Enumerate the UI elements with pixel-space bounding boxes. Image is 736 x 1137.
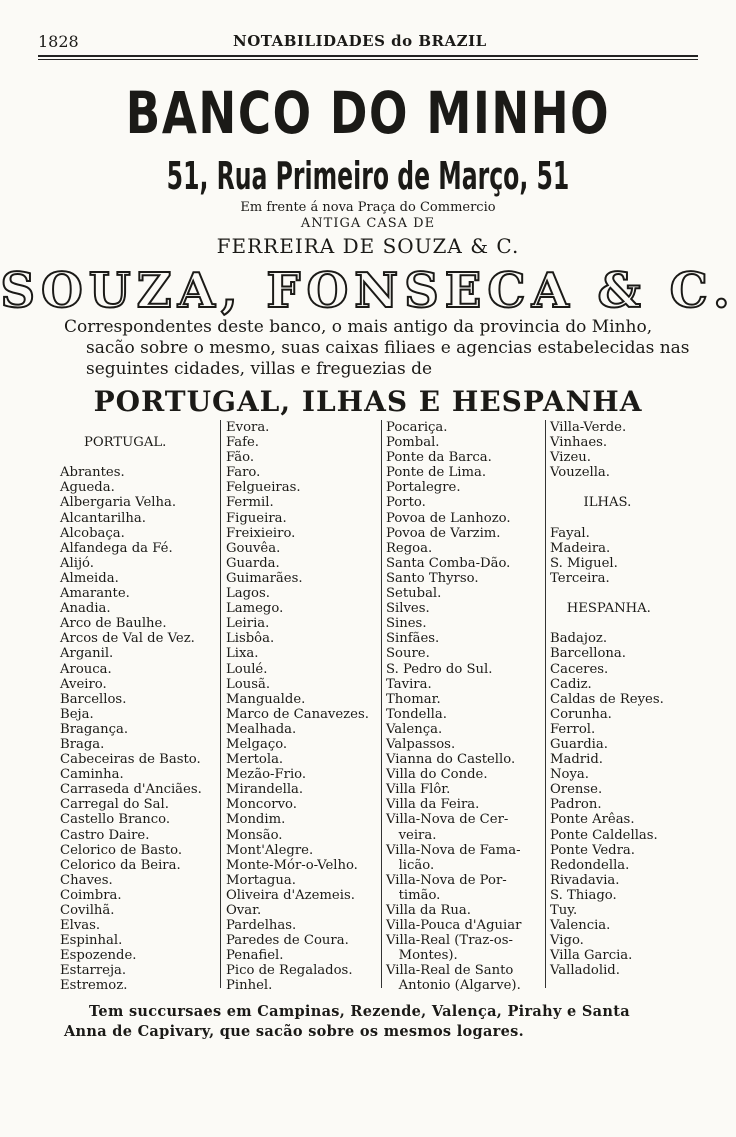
list-item: Almeida. — [60, 570, 119, 586]
list-item: Caceres. — [550, 661, 609, 677]
list-item: Leiria. — [226, 616, 270, 632]
paragraph-line-3: seguintes cidades, villas e freguezias de — [86, 359, 433, 379]
list-item: Pardelhas. — [226, 918, 297, 934]
list-item: Ponte de Lima. — [386, 465, 487, 481]
list-item: Ponte Vedra. — [550, 842, 635, 858]
list-item: Villa Flôr. — [386, 782, 451, 798]
footer-line-2: Anna de Capivary, que sacão sobre os mesmos logares. — [64, 1023, 524, 1040]
list-item: S. Thiago. — [550, 887, 617, 903]
list-item: Thomar. — [386, 691, 441, 707]
list-item: Figueira. — [226, 510, 287, 526]
list-item: Guimarães. — [226, 570, 303, 586]
bank-name: BANCO DO MINHO — [125, 79, 611, 147]
list-item: Ponte Arêas. — [550, 812, 635, 828]
list-item: Villa do Conde. — [386, 767, 488, 783]
list-item: Chaves. — [60, 872, 113, 888]
list-item: Agueda. — [60, 480, 115, 496]
header-rule — [38, 55, 698, 57]
list-item: Mealhada. — [226, 721, 297, 737]
list-item: Padron. — [550, 797, 602, 813]
list-item: Fayal. — [550, 525, 590, 541]
list-item — [60, 420, 218, 435]
list-item: Tavira. — [386, 676, 432, 692]
list-item: Valpassos. — [386, 736, 456, 752]
list-item: Paredes de Coura. — [226, 933, 349, 949]
list-item: HESPANHA. — [550, 601, 651, 617]
list-item: Cabeceiras de Basto. — [60, 752, 201, 768]
list-item: Fermil. — [226, 495, 274, 511]
list-item: Lisbôa. — [226, 631, 275, 647]
list-item: Arco de Baulhe. — [60, 616, 167, 632]
list-item: Villa-Real (Traz-os- — [386, 933, 513, 949]
list-item: Celorico de Basto. — [60, 842, 183, 858]
list-item: Pocariça. — [386, 420, 448, 435]
list-item: Lamego. — [226, 601, 284, 617]
column-divider — [545, 420, 546, 988]
list-item: Valença. — [386, 721, 443, 737]
column-portugal-3 — [386, 420, 544, 994]
list-item: Tuy. — [550, 903, 578, 918]
list-item: Villa da Feira. — [386, 797, 480, 813]
list-item: Fão. — [226, 450, 255, 466]
list-item: Penafiel. — [226, 948, 284, 964]
list-item: Mezão-Frio. — [226, 767, 307, 783]
list-item: S. Pedro do Sul. — [386, 661, 493, 677]
list-item: Mangualde. — [226, 691, 306, 707]
list-item: Estremoz. — [60, 978, 128, 994]
list-item: Tondella. — [386, 706, 447, 722]
list-item: Castello Branco. — [60, 812, 171, 828]
list-item: Soure. — [386, 646, 430, 662]
list-item: Povoa de Varzim. — [386, 525, 501, 541]
list-item: Felgueiras. — [226, 480, 301, 496]
list-item: Povoa de Lanhozo. — [386, 510, 511, 526]
list-item: Alfandega da Fé. — [60, 540, 173, 556]
list-item: Caldas de Reyes. — [550, 691, 664, 707]
list-item: Noya. — [550, 767, 589, 783]
list-item: veira. — [386, 827, 437, 843]
list-item: Setubal. — [386, 586, 442, 602]
list-item: Moncorvo. — [226, 797, 297, 813]
list-item: Barcellos. — [60, 691, 127, 707]
list-item: Bragança. — [60, 721, 129, 737]
list-item: Silves. — [386, 601, 430, 617]
list-item: Terceira. — [550, 570, 610, 586]
list-item: Alcobaça. — [60, 525, 125, 541]
list-item: Madrid. — [550, 752, 603, 768]
list-item: Melgaço. — [226, 736, 288, 752]
list-item: Monte-Mór-o-Velho. — [226, 857, 358, 873]
list-item: Aveiro. — [60, 676, 107, 692]
list-item: Alijó. — [60, 555, 94, 571]
list-item: Valencia. — [550, 918, 611, 934]
list-item: Porto. — [386, 495, 426, 511]
page-number: 1828 — [38, 32, 79, 51]
list-item: PORTUGAL. — [84, 435, 167, 451]
antiga-casa: ANTIGA CASA DE — [300, 216, 436, 231]
address-note: Em frente á nova Praça do Commercio — [240, 200, 496, 215]
list-item: Abrantes. — [60, 465, 125, 481]
list-item: Villa-Pouca d'Aguiar — [386, 918, 522, 934]
list-item: Orense. — [550, 782, 603, 798]
intro-paragraph — [64, 317, 704, 380]
list-item: Arganil. — [60, 646, 114, 662]
list-item — [550, 511, 710, 526]
list-item: Villa-Nova de Cer- — [386, 812, 509, 828]
list-item: Rivadavia. — [550, 872, 620, 888]
footer-line-1: Tem succursaes em Campinas, Rezende, Valença, Pirahy e Santa — [89, 1003, 630, 1020]
paragraph-line-1: Correspondentes deste banco, o mais antigo da provincia do Minho, — [64, 317, 653, 337]
list-item: Gouvêa. — [226, 540, 281, 556]
list-item: Villa-Real de Santo — [386, 963, 514, 979]
list-item: Faro. — [226, 465, 261, 481]
list-item: Fafe. — [226, 435, 259, 451]
list-item: Ponte da Barca. — [386, 450, 492, 466]
list-item: Mont'Alegre. — [226, 842, 314, 858]
list-item: Corunha. — [550, 706, 612, 722]
list-item: Guarda. — [226, 555, 280, 571]
list-item: Villa da Rua. — [386, 903, 471, 918]
list-item: Espozende. — [60, 948, 137, 964]
column-portugal-1 — [60, 420, 218, 994]
header-rule-thin — [38, 59, 698, 60]
list-item: Ovar. — [226, 903, 262, 918]
list-item: Monsão. — [226, 827, 283, 843]
list-item: Amarante. — [60, 586, 130, 602]
page-header — [38, 30, 698, 54]
list-item: Guardia. — [550, 736, 608, 752]
list-item: Arcos de Val de Vez. — [60, 631, 195, 647]
list-item: Vinhaes. — [550, 435, 608, 451]
column-ilhas-hespanha — [550, 420, 710, 978]
list-item: Montes). — [386, 948, 458, 964]
list-item: Espinhal. — [60, 933, 123, 949]
list-item: Vigo. — [550, 933, 584, 949]
list-item — [550, 586, 710, 601]
list-item: Carraseda d'Anciães. — [60, 782, 202, 798]
list-item: Villa-Verde. — [550, 420, 627, 435]
list-item: Villa-Nova de Por- — [386, 872, 507, 888]
ferreira-de-souza: FERREIRA DE SOUZA & C. — [216, 234, 520, 258]
column-divider — [220, 420, 221, 988]
list-item: Beja. — [60, 706, 94, 722]
list-item: Antonio (Algarve). — [386, 978, 521, 994]
list-item: Estarreja. — [60, 963, 127, 979]
list-item: S. Miguel. — [550, 555, 618, 571]
list-item: Vianna do Castello. — [386, 752, 516, 768]
list-item: Santa Comba-Dão. — [386, 555, 511, 571]
list-item: licão. — [386, 857, 435, 873]
list-item: Ferrol. — [550, 721, 596, 737]
list-item — [60, 450, 218, 465]
list-item: Mortagua. — [226, 872, 296, 888]
list-item: Anadia. — [60, 601, 111, 617]
list-item: Albergaria Velha. — [60, 495, 177, 511]
souza-fonseca-title: SOUZA, FONSECA & C. — [0, 263, 736, 319]
running-title: NOTABILIDADES do BRAZIL — [233, 32, 487, 50]
list-item: Cadiz. — [550, 676, 592, 692]
list-item: Celorico da Beira. — [60, 857, 181, 873]
list-item: Loulé. — [226, 661, 268, 677]
list-item: Covilhã. — [60, 903, 115, 918]
list-item: Caminha. — [60, 767, 124, 783]
list-item: Mirandella. — [226, 782, 304, 798]
regions-title: PORTUGAL, ILHAS E HESPANHA — [93, 385, 643, 418]
list-item: Castro Daire. — [60, 827, 150, 843]
bank-address: 51, Rua Primeiro de Março, 51 — [166, 154, 570, 198]
list-item: Sines. — [386, 616, 427, 632]
list-item: ILHAS. — [550, 495, 632, 511]
list-item: Coimbra. — [60, 887, 122, 903]
list-item: Pombal. — [386, 435, 440, 451]
list-item: Pico de Regalados. — [226, 963, 353, 979]
list-item: Santo Thyrso. — [386, 570, 479, 586]
list-item: Mertola. — [226, 752, 284, 768]
list-item: Alcantarilha. — [60, 510, 146, 526]
list-item — [550, 480, 710, 495]
list-item: Arouca. — [60, 661, 112, 677]
list-item: Vouzella. — [550, 465, 610, 481]
list-item: Braga. — [60, 736, 105, 752]
list-item: Pinhel. — [226, 978, 273, 994]
list-item: Carregal do Sal. — [60, 797, 169, 813]
list-item: Mondim. — [226, 812, 286, 828]
list-item: Freixieiro. — [226, 525, 296, 541]
list-item: Sinfães. — [386, 631, 440, 647]
list-item: Madeira. — [550, 540, 611, 556]
list-item: Evora. — [226, 420, 270, 435]
list-item: Lousã. — [226, 676, 271, 692]
list-item: Lixa. — [226, 646, 259, 662]
list-item: Villa-Nova de Fama- — [386, 842, 521, 858]
column-portugal-2 — [226, 420, 380, 994]
column-divider — [381, 420, 382, 988]
list-item: Vizeu. — [550, 450, 591, 466]
list-item: Regoa. — [386, 540, 433, 556]
list-item: Badajoz. — [550, 631, 608, 647]
list-item: Oliveira d'Azemeis. — [226, 887, 355, 903]
paragraph-line-2: sacão sobre o mesmo, suas caixas filiaes e agencias estabelecidas nas — [86, 338, 690, 358]
list-item: Elvas. — [60, 918, 101, 934]
list-item: timão. — [386, 887, 441, 903]
list-item: Barcellona. — [550, 646, 626, 662]
list-item: Villa Garcia. — [550, 948, 633, 964]
list-item: Lagos. — [226, 586, 270, 602]
list-item: Ponte Caldellas. — [550, 827, 658, 843]
list-item: Portalegre. — [386, 480, 461, 496]
branches-note — [64, 1002, 704, 1042]
list-item: Redondella. — [550, 857, 630, 873]
list-item: Marco de Canavezes. — [226, 706, 369, 722]
list-item: Valladolid. — [550, 963, 620, 979]
list-item — [550, 616, 710, 631]
